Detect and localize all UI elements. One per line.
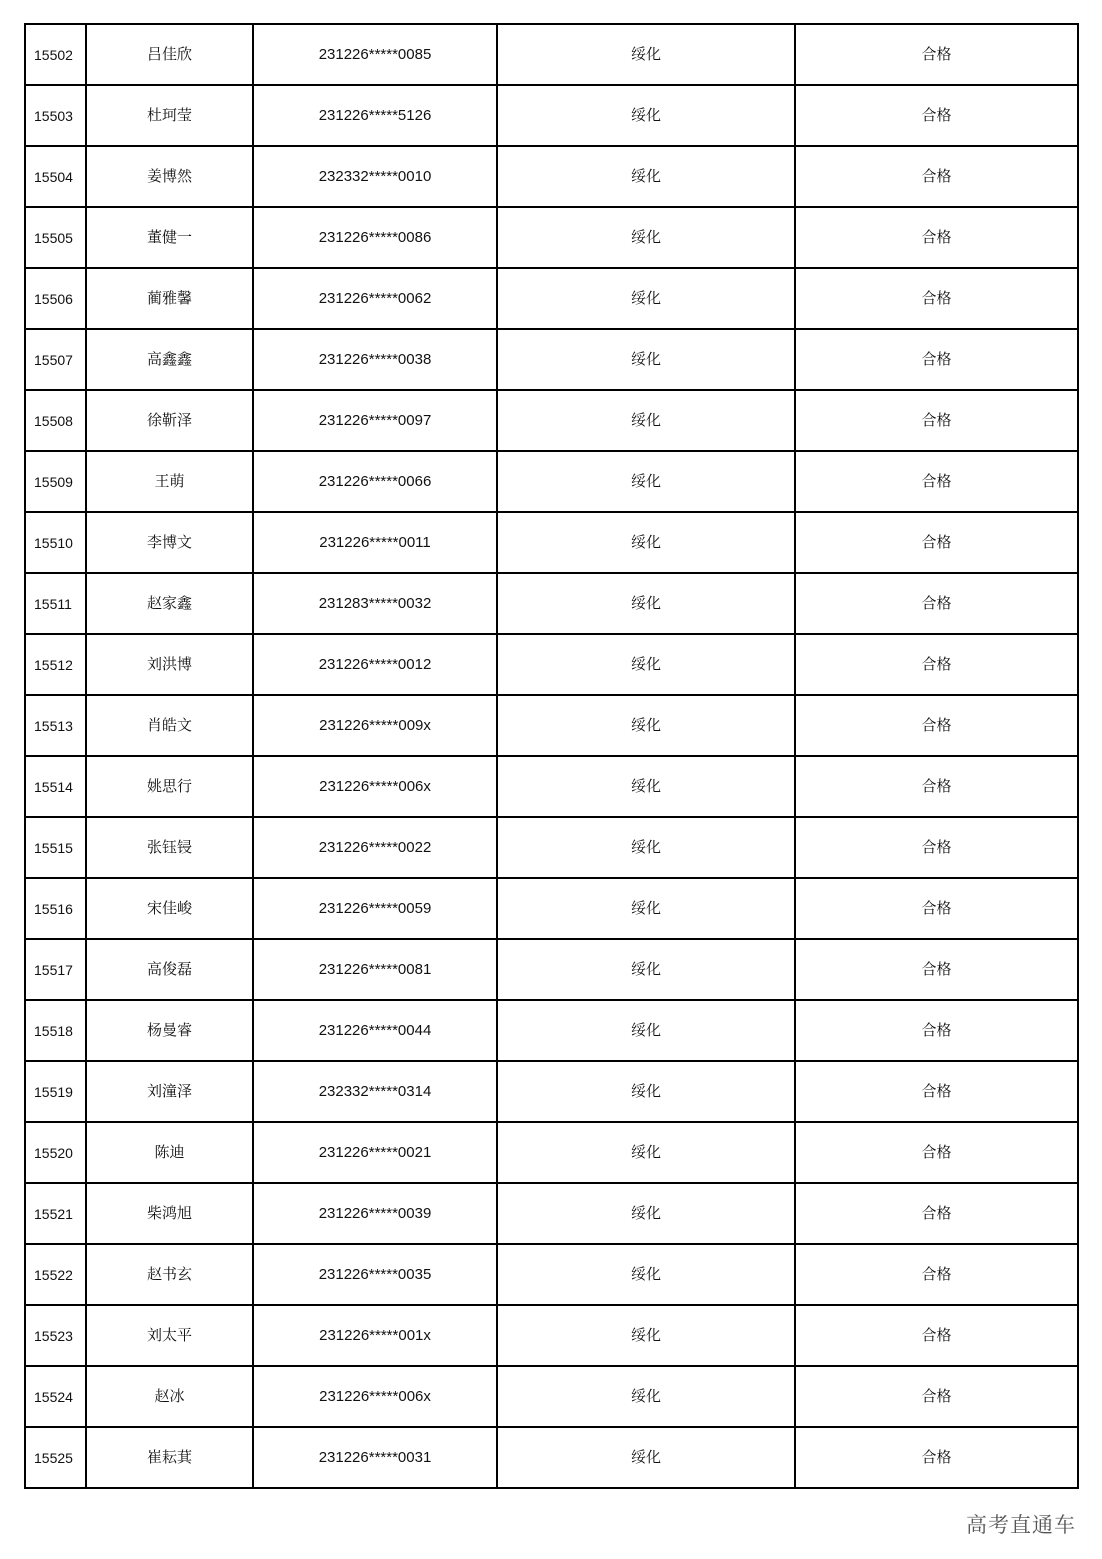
- result-status-cell: 合格: [795, 756, 1078, 817]
- result-status-cell: 合格: [795, 695, 1078, 756]
- result-status-cell: 合格: [795, 451, 1078, 512]
- id-number-cell: 231226*****0066: [253, 451, 497, 512]
- row-number-cell: 15522: [25, 1244, 86, 1305]
- id-number-cell: 231226*****0011: [253, 512, 497, 573]
- person-name-cell: 赵冰: [86, 1366, 253, 1427]
- result-status-cell: 合格: [795, 1183, 1078, 1244]
- row-number-cell: 15525: [25, 1427, 86, 1488]
- row-number-cell: 15511: [25, 573, 86, 634]
- town-name-cell: 绥化: [497, 390, 795, 451]
- town-name-cell: 绥化: [497, 1061, 795, 1122]
- id-number-cell: 231226*****006x: [253, 756, 497, 817]
- result-status-cell: 合格: [795, 1000, 1078, 1061]
- roster-sheet: [24, 23, 1077, 1489]
- row-number-cell: 15505: [25, 207, 86, 268]
- town-name-cell: 绥化: [497, 85, 795, 146]
- result-status-cell: 合格: [795, 146, 1078, 207]
- table-row: [25, 634, 1078, 695]
- roster-table-body: [25, 24, 1078, 1488]
- id-number-cell: 231226*****0031: [253, 1427, 497, 1488]
- row-number-cell: 15509: [25, 451, 86, 512]
- town-name-cell: 绥化: [497, 1305, 795, 1366]
- table-row: [25, 1366, 1078, 1427]
- person-name-cell: 刘潼泽: [86, 1061, 253, 1122]
- result-status-cell: 合格: [795, 1305, 1078, 1366]
- roster-table: [24, 23, 1079, 1489]
- row-number-cell: 15521: [25, 1183, 86, 1244]
- row-number-cell: 15515: [25, 817, 86, 878]
- row-number-cell: 15508: [25, 390, 86, 451]
- table-row: [25, 817, 1078, 878]
- id-number-cell: 231226*****0012: [253, 634, 497, 695]
- town-name-cell: 绥化: [497, 1366, 795, 1427]
- table-row: [25, 1061, 1078, 1122]
- person-name-cell: 蔺雅馨: [86, 268, 253, 329]
- table-row: [25, 695, 1078, 756]
- town-name-cell: 绥化: [497, 695, 795, 756]
- person-name-cell: 刘洪博: [86, 634, 253, 695]
- person-name-cell: 高鑫鑫: [86, 329, 253, 390]
- row-number-cell: 15512: [25, 634, 86, 695]
- person-name-cell: 宋佳峻: [86, 878, 253, 939]
- row-number-cell: 15519: [25, 1061, 86, 1122]
- person-name-cell: 高俊磊: [86, 939, 253, 1000]
- row-number-cell: 15513: [25, 695, 86, 756]
- row-number-cell: 15503: [25, 85, 86, 146]
- table-row: [25, 24, 1078, 85]
- town-name-cell: 绥化: [497, 573, 795, 634]
- result-status-cell: 合格: [795, 24, 1078, 85]
- town-name-cell: 绥化: [497, 939, 795, 1000]
- table-row: [25, 268, 1078, 329]
- town-name-cell: 绥化: [497, 1427, 795, 1488]
- town-name-cell: 绥化: [497, 1000, 795, 1061]
- table-row: [25, 207, 1078, 268]
- id-number-cell: 231226*****0044: [253, 1000, 497, 1061]
- town-name-cell: 绥化: [497, 1183, 795, 1244]
- town-name-cell: 绥化: [497, 1122, 795, 1183]
- id-number-cell: 231226*****0039: [253, 1183, 497, 1244]
- person-name-cell: 董健一: [86, 207, 253, 268]
- row-number-cell: 15506: [25, 268, 86, 329]
- person-name-cell: 崔耘萁: [86, 1427, 253, 1488]
- id-number-cell: 231226*****0035: [253, 1244, 497, 1305]
- person-name-cell: 陈迪: [86, 1122, 253, 1183]
- id-number-cell: 231226*****006x: [253, 1366, 497, 1427]
- town-name-cell: 绥化: [497, 634, 795, 695]
- table-row: [25, 390, 1078, 451]
- id-number-cell: 231226*****0081: [253, 939, 497, 1000]
- person-name-cell: 徐靳泽: [86, 390, 253, 451]
- town-name-cell: 绥化: [497, 451, 795, 512]
- id-number-cell: 231226*****0021: [253, 1122, 497, 1183]
- table-row: [25, 939, 1078, 1000]
- row-number-cell: 15516: [25, 878, 86, 939]
- town-name-cell: 绥化: [497, 24, 795, 85]
- watermark: 高考直通车: [966, 1509, 1076, 1539]
- town-name-cell: 绥化: [497, 207, 795, 268]
- town-name-cell: 绥化: [497, 1244, 795, 1305]
- town-name-cell: 绥化: [497, 329, 795, 390]
- row-number-cell: 15520: [25, 1122, 86, 1183]
- person-name-cell: 肖皓文: [86, 695, 253, 756]
- result-status-cell: 合格: [795, 207, 1078, 268]
- row-number-cell: 15514: [25, 756, 86, 817]
- result-status-cell: 合格: [795, 878, 1078, 939]
- row-number-cell: 15504: [25, 146, 86, 207]
- table-row: [25, 756, 1078, 817]
- row-number-cell: 15502: [25, 24, 86, 85]
- id-number-cell: 231226*****009x: [253, 695, 497, 756]
- result-status-cell: 合格: [795, 85, 1078, 146]
- person-name-cell: 姜博然: [86, 146, 253, 207]
- person-name-cell: 杨曼睿: [86, 1000, 253, 1061]
- id-number-cell: 231226*****0022: [253, 817, 497, 878]
- id-number-cell: 231226*****0085: [253, 24, 497, 85]
- result-status-cell: 合格: [795, 817, 1078, 878]
- row-number-cell: 15510: [25, 512, 86, 573]
- result-status-cell: 合格: [795, 390, 1078, 451]
- table-row: [25, 451, 1078, 512]
- table-row: [25, 85, 1078, 146]
- id-number-cell: 231226*****0097: [253, 390, 497, 451]
- table-row: [25, 1183, 1078, 1244]
- town-name-cell: 绥化: [497, 512, 795, 573]
- result-status-cell: 合格: [795, 1427, 1078, 1488]
- person-name-cell: 张钰锓: [86, 817, 253, 878]
- town-name-cell: 绥化: [497, 878, 795, 939]
- result-status-cell: 合格: [795, 1122, 1078, 1183]
- id-number-cell: 231226*****001x: [253, 1305, 497, 1366]
- result-status-cell: 合格: [795, 1244, 1078, 1305]
- town-name-cell: 绥化: [497, 268, 795, 329]
- person-name-cell: 赵家鑫: [86, 573, 253, 634]
- table-row: [25, 1244, 1078, 1305]
- person-name-cell: 柴鸿旭: [86, 1183, 253, 1244]
- result-status-cell: 合格: [795, 1061, 1078, 1122]
- result-status-cell: 合格: [795, 939, 1078, 1000]
- row-number-cell: 15523: [25, 1305, 86, 1366]
- table-row: [25, 573, 1078, 634]
- table-row: [25, 1122, 1078, 1183]
- result-status-cell: 合格: [795, 512, 1078, 573]
- town-name-cell: 绥化: [497, 817, 795, 878]
- id-number-cell: 231226*****0062: [253, 268, 497, 329]
- result-status-cell: 合格: [795, 329, 1078, 390]
- id-number-cell: 231226*****0086: [253, 207, 497, 268]
- person-name-cell: 李博文: [86, 512, 253, 573]
- table-row: [25, 329, 1078, 390]
- row-number-cell: 15507: [25, 329, 86, 390]
- person-name-cell: 姚思行: [86, 756, 253, 817]
- person-name-cell: 王萌: [86, 451, 253, 512]
- result-status-cell: 合格: [795, 268, 1078, 329]
- person-name-cell: 吕佳欣: [86, 24, 253, 85]
- result-status-cell: 合格: [795, 573, 1078, 634]
- result-status-cell: 合格: [795, 634, 1078, 695]
- person-name-cell: 赵书玄: [86, 1244, 253, 1305]
- id-number-cell: 231226*****0038: [253, 329, 497, 390]
- row-number-cell: 15518: [25, 1000, 86, 1061]
- table-row: [25, 1000, 1078, 1061]
- table-row: [25, 878, 1078, 939]
- id-number-cell: 232332*****0314: [253, 1061, 497, 1122]
- id-number-cell: 232332*****0010: [253, 146, 497, 207]
- table-row: [25, 512, 1078, 573]
- id-number-cell: 231283*****0032: [253, 573, 497, 634]
- id-number-cell: 231226*****5126: [253, 85, 497, 146]
- table-row: [25, 1427, 1078, 1488]
- row-number-cell: 15517: [25, 939, 86, 1000]
- id-number-cell: 231226*****0059: [253, 878, 497, 939]
- result-status-cell: 合格: [795, 1366, 1078, 1427]
- person-name-cell: 杜珂莹: [86, 85, 253, 146]
- town-name-cell: 绥化: [497, 756, 795, 817]
- town-name-cell: 绥化: [497, 146, 795, 207]
- table-row: [25, 1305, 1078, 1366]
- person-name-cell: 刘太平: [86, 1305, 253, 1366]
- row-number-cell: 15524: [25, 1366, 86, 1427]
- table-row: [25, 146, 1078, 207]
